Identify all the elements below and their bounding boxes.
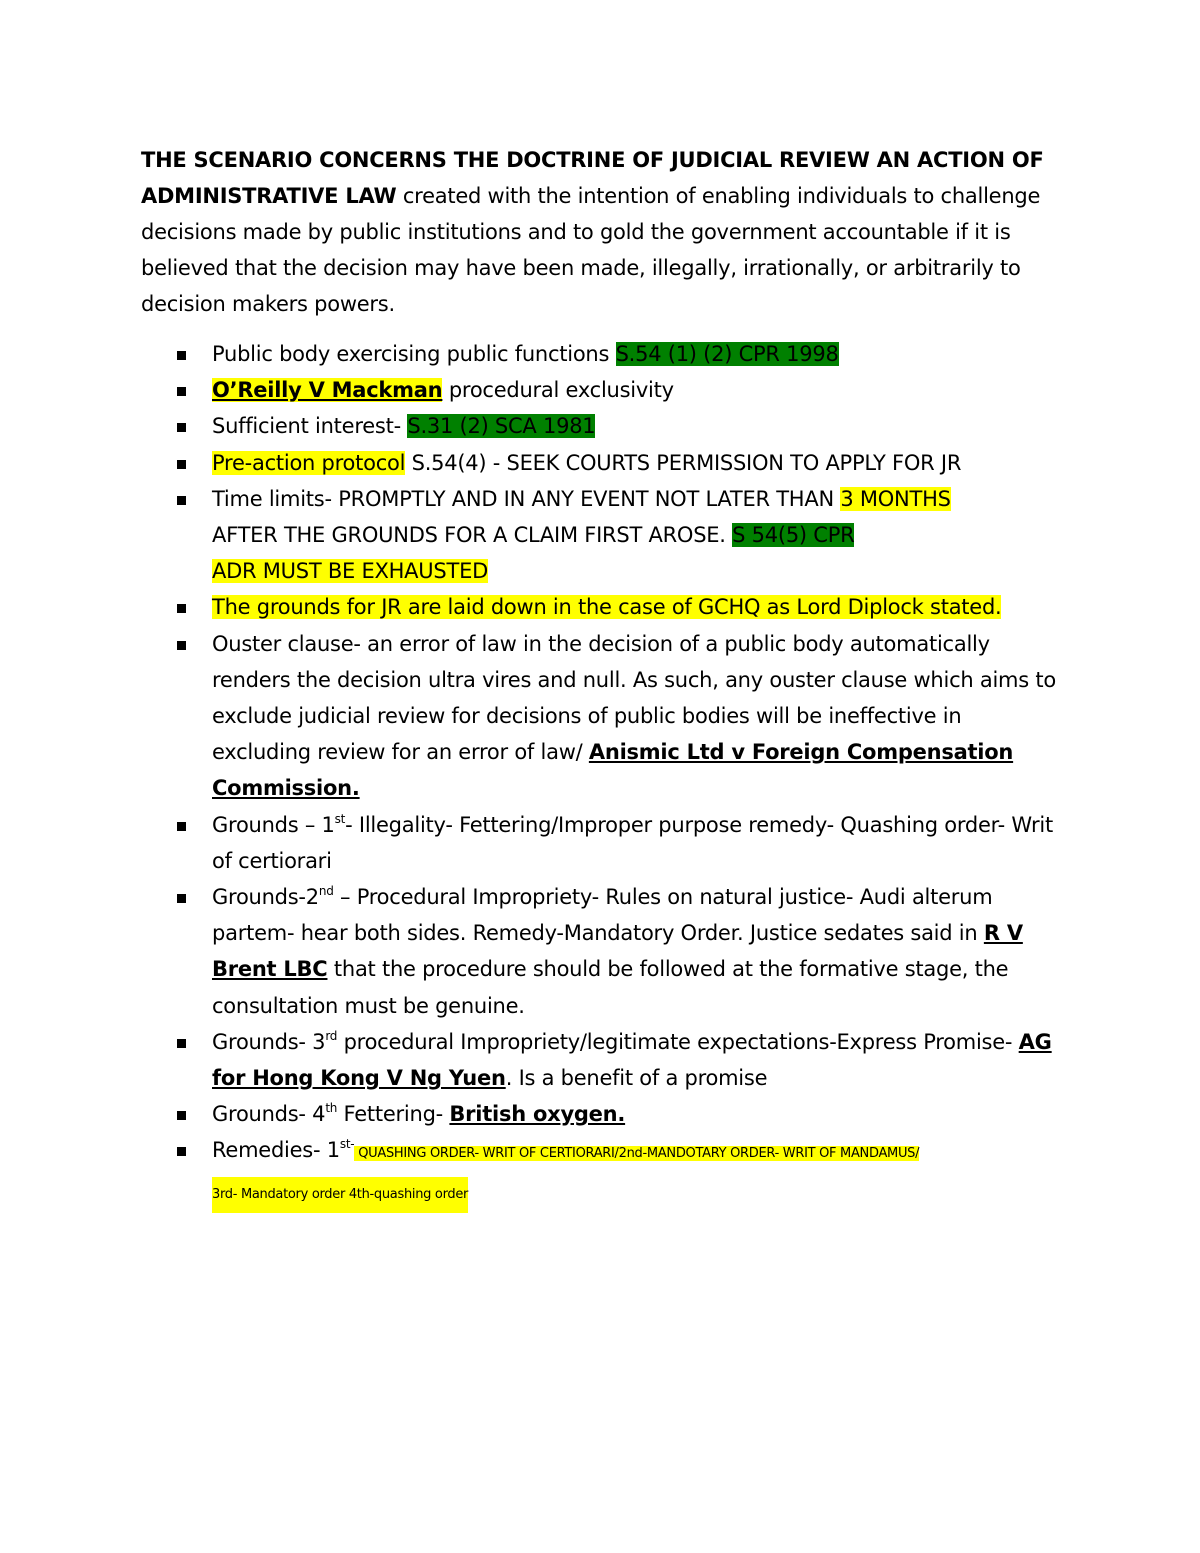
statute-reference: S.31 (2) SCA 1981 — [407, 414, 596, 439]
remedies-small-text-continued: 3rd- Mandatory order 4th-quashing order — [212, 1177, 468, 1213]
square-bullet-icon — [177, 894, 186, 903]
list-item-grounds-2 — [141, 879, 1066, 1024]
item-text: Remedies- 1 — [212, 1138, 340, 1163]
square-bullet-icon — [177, 1111, 186, 1120]
item-text: procedural exclusivity — [442, 378, 674, 403]
case-name: British oxygen. — [449, 1102, 626, 1127]
list-item-grounds-4 — [141, 1096, 1066, 1132]
square-bullet-icon — [177, 604, 186, 613]
intro-body: created with the intention of enabling individuals to challenge decisions made by public institutions and to gold the government accountable if it is believed that the decision may have been made, illegally, irrationally, or arbitrarily to decision makers powers. — [141, 184, 1041, 316]
statute-reference: S 54(5) CPR — [732, 523, 855, 548]
list-item-grounds-1 — [141, 807, 1066, 879]
item-text: S.54(4) - SEEK COURTS PERMISSION TO APPLY FOR JR — [405, 450, 962, 475]
square-bullet-icon — [177, 641, 186, 650]
square-bullet-icon — [177, 822, 186, 831]
bullet-list — [141, 336, 1066, 1213]
item-text-end: . Is a benefit of a promise — [505, 1066, 768, 1091]
item-text: Ouster clause- an error of law in the decision of a public body automatically renders the decision ultra vires and null. As such, any ouster clause which aims to exclude judicial review for decisions of public bodies will be ineffective in excluding review for an error of law/ — [212, 631, 1056, 765]
document-page — [141, 142, 1066, 1213]
highlighted-term: Pre-action protocol — [212, 450, 406, 475]
list-item-sufficient-interest — [141, 408, 1066, 444]
ordinal-suffix: th — [325, 1101, 338, 1116]
item-text: Grounds – 1 — [212, 812, 335, 837]
list-item-ouster-clause — [141, 626, 1066, 807]
list-item-pre-action — [141, 445, 1066, 481]
ordinal-suffix: nd — [318, 884, 334, 899]
remedies-small-text: QUASHING ORDER- WRIT OF CERTIORARI/2nd-MANDOTARY ORDER- WRIT OF MANDAMUS/ — [354, 1146, 920, 1162]
item-text-continued: AFTER THE GROUNDS FOR A CLAIM FIRST AROSE. — [212, 523, 733, 548]
square-bullet-icon — [177, 1147, 186, 1156]
intro-heading: THE SCENARIO CONCERNS THE DOCTRINE OF JUDICIAL REVIEW AN ACTION OF ADMINISTRATIVE LAW — [141, 148, 1044, 208]
list-item-oreilly — [141, 372, 1066, 408]
item-text: Time limits- PROMPTLY AND IN ANY EVENT NOT LATER THAN — [212, 486, 841, 511]
square-bullet-icon — [177, 387, 186, 396]
highlighted-term: 3 MONTHS — [840, 486, 951, 511]
case-name: Anismic Ltd v Foreign Compensation Commission. — [212, 740, 1014, 801]
ordinal-suffix: rd — [325, 1028, 338, 1043]
square-bullet-icon — [177, 351, 186, 360]
ordinal-suffix: st- — [339, 1137, 355, 1152]
list-item-time-limits — [141, 481, 1066, 590]
item-text-continued: - Illegality- Fettering/Improper purpose remedy- Quashing order- Writ of certiorari — [212, 812, 1053, 873]
item-text-end: that the procedure should be followed at the formative stage, the consultation must be genuine. — [212, 957, 1009, 1018]
list-item-remedies — [141, 1132, 1066, 1212]
square-bullet-icon — [177, 1039, 186, 1048]
list-item-public-body — [141, 336, 1066, 372]
item-text-continued: procedural Impropriety/legitimate expectations-Express Promise- — [337, 1029, 1019, 1054]
list-item-grounds-3 — [141, 1024, 1066, 1096]
item-text: Grounds-2 — [212, 885, 319, 910]
highlighted-text: The grounds for JR are laid down in the case of GCHQ as Lord Diplock stated. — [212, 595, 1002, 620]
statute-reference: S.54 (1) (2) CPR 1998 — [615, 342, 839, 366]
square-bullet-icon — [177, 496, 186, 505]
item-text: Grounds- 3 — [212, 1029, 326, 1054]
case-name: O’Reilly V Mackman — [212, 378, 443, 403]
item-text-continued: – Procedural Impropriety- Rules on natural justice- Audi alterum partem- hear both sides. Remedy-Mandatory Order. Justice sedates said in — [212, 885, 993, 946]
highlighted-note: ADR MUST BE EXHAUSTED — [212, 559, 489, 584]
item-text: Public body exercising public functions — [212, 342, 616, 366]
case-name: R V Brent LBC — [212, 921, 1023, 982]
item-text-continued: Fettering- — [337, 1102, 450, 1127]
item-text: Sufficient interest- — [212, 414, 408, 439]
intro-paragraph — [141, 142, 1066, 322]
ordinal-suffix: st — [334, 811, 346, 826]
list-item-gchq — [141, 589, 1066, 625]
item-text: Grounds- 4 — [212, 1102, 326, 1127]
case-name: AG for Hong Kong V Ng Yuen — [212, 1029, 1052, 1091]
square-bullet-icon — [177, 460, 186, 469]
square-bullet-icon — [177, 423, 186, 432]
